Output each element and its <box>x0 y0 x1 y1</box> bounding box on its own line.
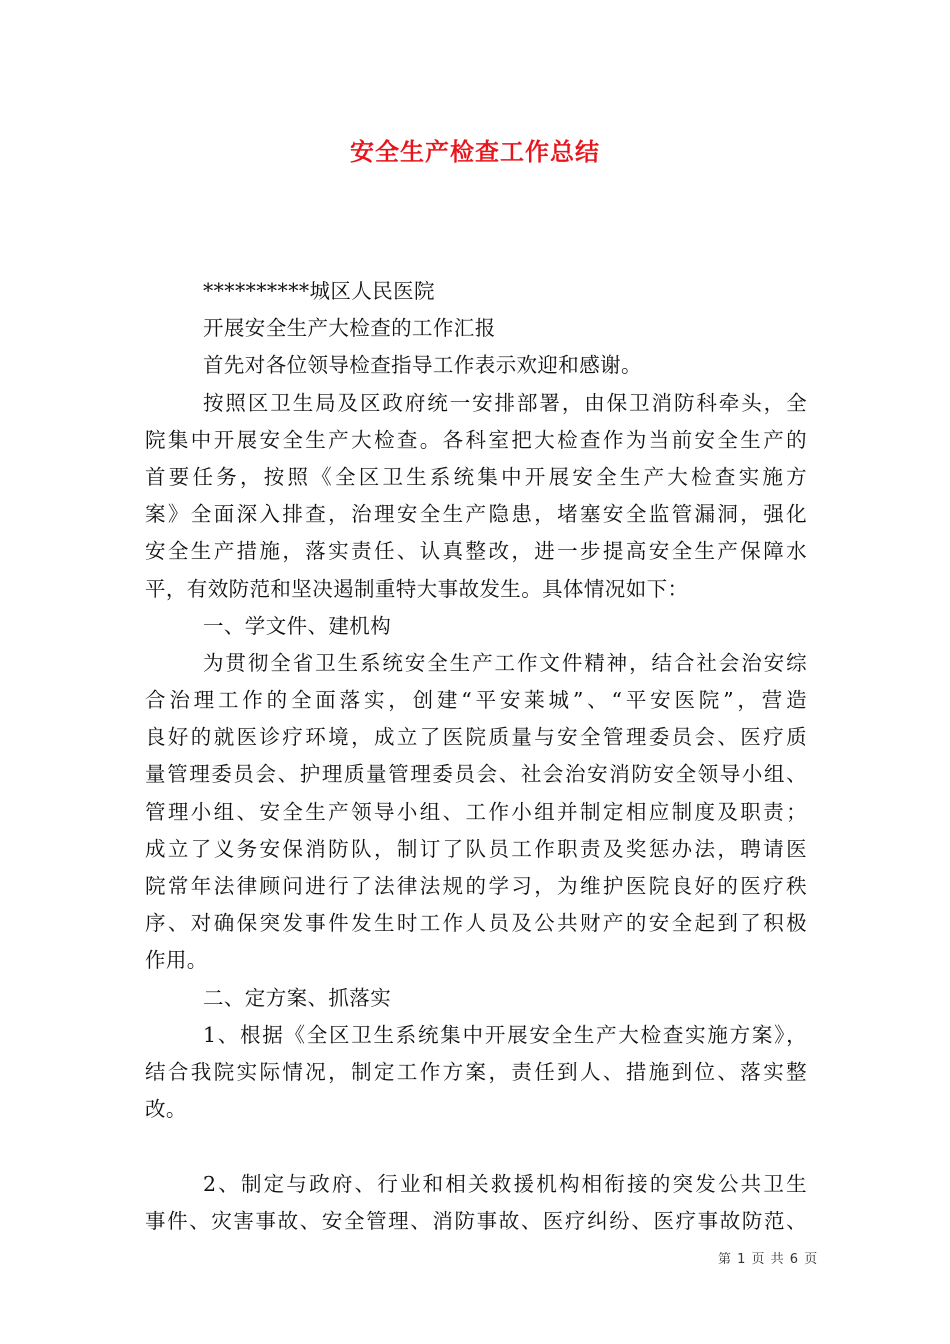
page-number: 第 1 页 共 6 页 <box>718 1252 819 1267</box>
paragraph-line: 1、根据《全区卫生系统集中开展安全生产大检查实施方案》， <box>203 1022 807 1047</box>
paragraph-line: 二、定方案、抓落实 <box>203 985 392 1010</box>
paragraph-line: 一、学文件、建机构 <box>203 613 392 638</box>
paragraph-line: 管理小组、安全生产领导小组、工作小组并制定相应制度及职责； <box>145 799 807 824</box>
paragraph-line: 院常年法律顾问进行了法律法规的学习，为维护医院良好的医疗秩 <box>145 874 807 898</box>
paragraph-line: 量管理委员会、护理质量管理委员会、社会治安消防安全领导小组、 <box>145 762 807 787</box>
paragraph-line: 安全生产措施，落实责任、认真整改，进一步提高安全生产保障水 <box>145 539 807 564</box>
paragraph-line: 开展安全生产大检查的工作汇报 <box>203 316 496 341</box>
paragraph-line: 作用。 <box>145 948 208 973</box>
paragraph-line: 2、制定与政府、行业和相关救援机构相衔接的突发公共卫生 <box>203 1171 807 1196</box>
paragraph-line: **********城区人民医院 <box>203 279 435 303</box>
paragraph-line: 事件、灾害事故、安全管理、消防事故、医疗纠纷、医疗事故防范、 <box>145 1208 807 1233</box>
paragraph-line: 按照区卫生局及区政府统一安排部署，由保卫消防科牵头，全 <box>203 390 807 415</box>
paragraph-line: 平，有效防范和坚决遏制重特大事故发生。具体情况如下： <box>145 576 689 601</box>
paragraph-line: 合治理工作的全面落实，创建“平安莱城”、“平安医院”，营造 <box>145 688 807 713</box>
paragraph-line: 良好的就医诊疗环境，成立了医院质量与安全管理委员会、医疗质 <box>145 725 807 750</box>
paragraph-line <box>145 1128 807 1165</box>
paragraph-line: 成立了义务安保消防队，制订了队员工作职责及奖惩办法，聘请医 <box>145 836 807 861</box>
paragraph-line: 序、对确保突发事件发生时工作人员及公共财产的安全起到了积极 <box>145 911 807 936</box>
paragraph-line: 为贯彻全省卫生系统安全生产工作文件精神，结合社会治安综 <box>203 650 807 675</box>
paragraph-line: 首先对各位领导检查指导工作表示欢迎和感谢。 <box>203 353 642 378</box>
paragraph-line: 改。 <box>145 1097 187 1122</box>
paragraph-line: 案》全面深入排查，治理安全生产隐患，堵塞安全监管漏洞，强化 <box>145 502 807 527</box>
document-title: 安全生产检查工作总结 <box>350 138 600 166</box>
paragraph-line: 结合我院实际情况，制定工作方案，责任到人、措施到位、落实整 <box>145 1059 807 1084</box>
paragraph-line: 院集中开展安全生产大检查。各科室把大检查作为当前安全生产的 <box>145 427 807 452</box>
paragraph-line: 首要任务，按照《全区卫生系统集中开展安全生产大检查实施方 <box>145 464 807 489</box>
document-body <box>145 273 807 1240</box>
